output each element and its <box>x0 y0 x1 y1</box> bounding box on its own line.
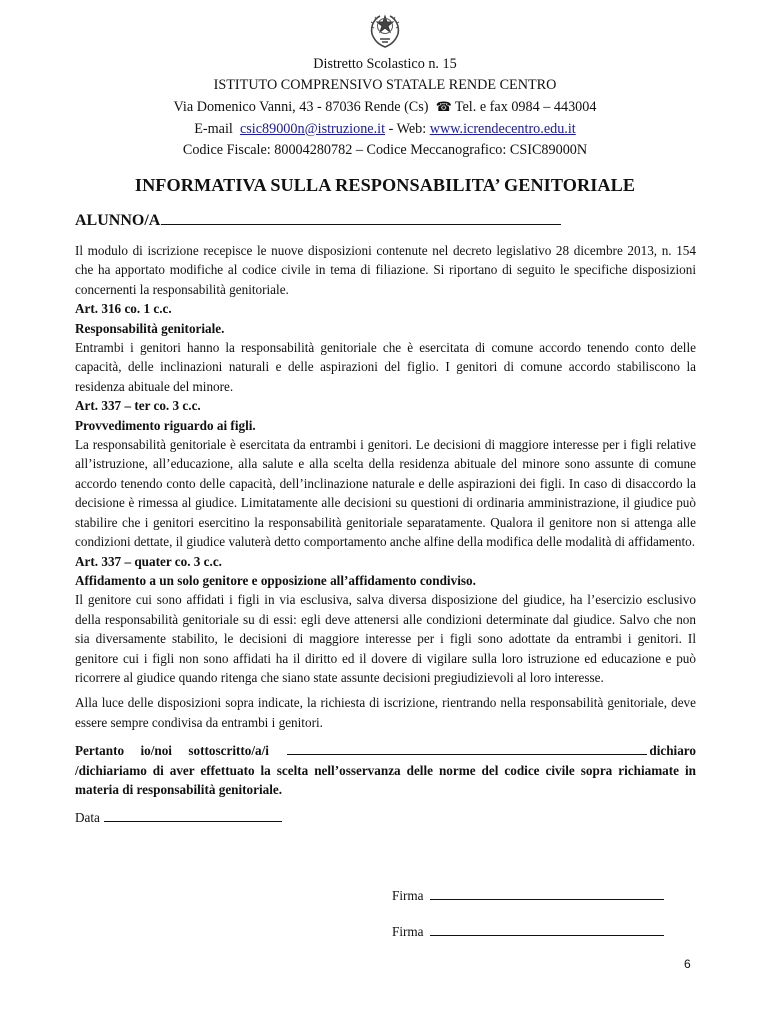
signer-name-line[interactable] <box>287 742 647 755</box>
phone-fax: Tel. e fax 0984 – 443004 <box>454 99 597 116</box>
address-line <box>0 96 770 118</box>
intro-paragraph: Il modulo di iscrizione recepisce le nuove disposizioni contenute nel decreto legislativo 28 dicembre 2013, n. 154 che ha apportato modifiche al codice civile in tema di filiazione. Si riportano di seguito le specifiche disposizioni concernenti la responsabilità genitoriale. <box>75 243 696 297</box>
web-link[interactable]: www.icrendecentro.edu.it <box>429 120 576 137</box>
school-header <box>0 54 770 161</box>
web-label: - Web: <box>388 120 427 137</box>
date-label: Data <box>75 810 100 826</box>
signature-field-1 <box>392 887 664 904</box>
alunno-label: ALUNNO/A <box>75 212 161 229</box>
school-name: ISTITUTO COMPRENSIVO STATALE RENDE CENTRO <box>213 77 557 94</box>
declaration-suffix: dichiaro <box>649 743 697 759</box>
date-input-line[interactable] <box>104 809 282 822</box>
signature-label: Firma <box>392 924 424 939</box>
article-2-text: La responsabilità genitoriale è esercitata da entrambi i genitori. Le decisioni di maggiore interesse per i figli relative all’istruzione, all’educazione, alla salute e alla scelta della residenza abituale del minore sono assunte di comune accordo tenendo conto delle capacità, dell’inclinazione naturale e delle aspirazioni dei figli. In caso di disaccordo la decisione è rimessa al giudice. Limitatamente alle decisioni su questioni di ordinaria amministrazione, il giudice può stabilire che i genitori esercitino la responsabilità genitoriale separatamente. Qualora il genitore non si attenga alle condizioni dettate, il giudice valuterà detto comportamento anche alfine della modifica delle modalità di affidamento. <box>75 437 696 550</box>
email-link[interactable]: csic89000n@istruzione.it <box>239 120 386 137</box>
document-title: INFORMATIVA SULLA RESPONSABILITA’ GENITORIALE <box>134 175 636 195</box>
article-2-heading: Provvedimento riguardo ai figli. <box>75 417 256 433</box>
alunno-field <box>75 210 561 230</box>
article-2-ref: Art. 337 – ter co. 3 c.c. <box>75 398 201 414</box>
codes-line: Codice Fiscale: 80004280782 – Codice Meccanografico: CSIC89000N <box>182 141 588 158</box>
declaration-rest: /dichiariamo di aver effettuato la scelta nell’osservanza delle norme del codice civile sopra richiamate in materia di responsabilità genitoriale. <box>75 762 696 797</box>
alunno-input-line[interactable] <box>161 210 561 225</box>
article-1-ref: Art. 316 co. 1 c.c. <box>75 301 172 317</box>
conclusion-paragraph: Alla luce delle disposizioni sopra indicate, la richiesta di iscrizione, rientrando nella responsabilità genitoriale, deve essere sempre condivisa da entrambi i genitori. <box>75 695 696 730</box>
article-3-ref: Art. 337 – quater co. 3 c.c. <box>75 553 222 569</box>
signature-field-2 <box>392 923 664 940</box>
article-1-text: Entrambi i genitori hanno la responsabilità genitoriale che è esercitata di comune accordo tenendo conto delle capacità, delle inclinazioni naturali e delle aspirazioni del figlio. I genitori di comune accordo stabiliscono la residenza abituale del minore. <box>75 340 696 394</box>
date-field <box>75 808 696 827</box>
article-3-heading: Affidamento a un solo genitore e opposizione all’affidamento condiviso. <box>75 572 476 588</box>
article-1-heading: Responsabilità genitoriale. <box>75 320 225 336</box>
page-number: 6 <box>684 957 691 971</box>
document-body <box>75 241 696 828</box>
contact-line <box>0 119 770 140</box>
signature-label: Firma <box>392 888 424 903</box>
declaration <box>75 741 696 799</box>
signature-line[interactable] <box>430 887 664 900</box>
address: Via Domenico Vanni, 43 - 87036 Rende (Cs) <box>173 99 429 116</box>
republic-emblem-icon <box>368 12 402 50</box>
telephone-icon: ☎ <box>435 99 452 115</box>
district-line: Distretto Scolastico n. 15 <box>313 56 457 72</box>
declaration-prefix: Pertanto io/noi sottoscritto/a/i <box>75 743 269 759</box>
email-label: E-mail <box>194 120 233 137</box>
signature-line[interactable] <box>430 923 664 936</box>
article-3-text: Il genitore cui sono affidati i figli in via esclusiva, salva diversa disposizione del giudice, ha l’esercizio esclusivo della responsabilità genitoriale su di essi: egli deve attenersi alle condizioni determinate dal giudice. Salvo che non sia diversamente stabilito, le decisioni di maggiore interesse per i figli sono adottate da entrambi i genitori. Il genitore cui i figli non sono affidati ha il diritto ed il dovere di vigilare sulla loro istruzione ed educazione e può ricorrere al giudice quando ritenga che siano state assunte decisioni pregiudizievoli al loro interesse. <box>75 592 696 685</box>
